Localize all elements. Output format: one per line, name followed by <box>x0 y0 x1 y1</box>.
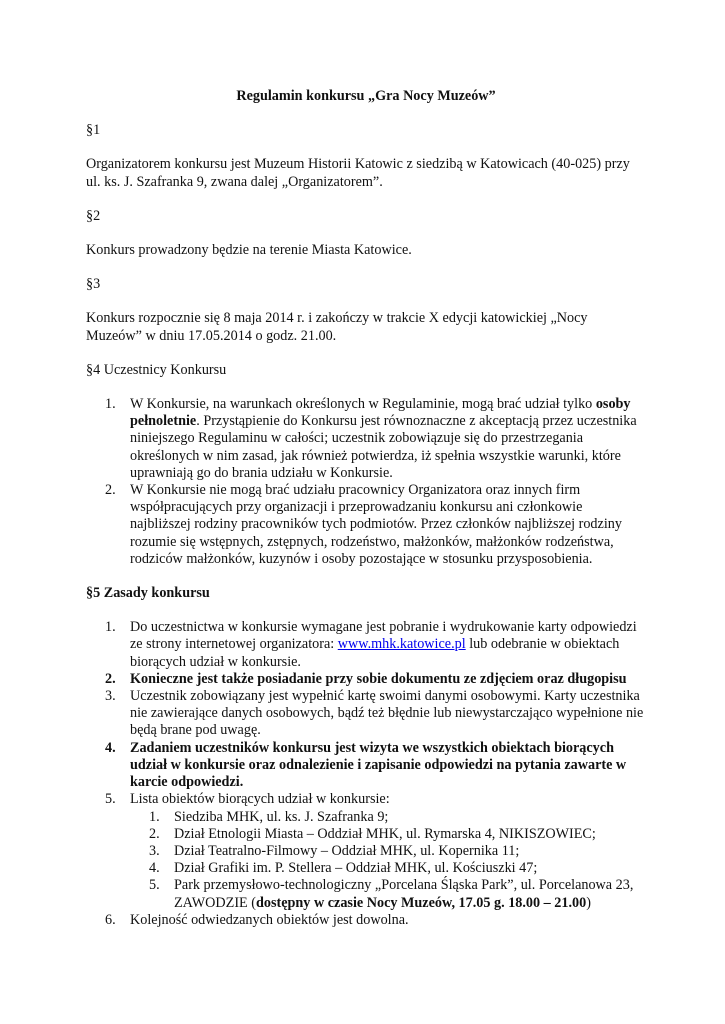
list-number: 5. <box>149 877 160 894</box>
item-text: Uczestnik zobowiązany jest wypełnić kartę swoimi danymi osobowymi. Karty uczestnika nie zawierające danych osobowych, bądź też błędnie lub niewystarczająco wypełnione nie będą brane pod uwagę. <box>130 688 644 739</box>
venue-text: Siedziba MHK, ul. ks. J. Szafranka 9; <box>174 808 389 825</box>
list-number: 4. <box>149 860 160 877</box>
list-number: 1. <box>105 396 116 413</box>
list-item <box>86 912 646 929</box>
list-number: 2. <box>105 670 116 687</box>
item-text: Do uczestnictwa w konkursie wymagane jest pobranie i wydrukowanie karty odpowiedzi ze strony internetowej organizatora: <box>130 619 637 653</box>
venue-list <box>130 809 646 912</box>
list-item <box>86 396 646 482</box>
section-4-heading: §4 Uczestnicy Konkursu <box>86 361 227 378</box>
venue-item <box>130 809 646 826</box>
section-5-list <box>86 619 646 929</box>
list-number: 4. <box>105 739 116 756</box>
document-title: Regulamin konkursu „Gra Nocy Muzeów” <box>236 88 496 104</box>
venue-bold-text: dostępny w czasie Nocy Muzeów, 17.05 g. 18.00 – 21.00 <box>256 894 587 911</box>
list-item <box>86 791 646 911</box>
item-text: Konieczne jest także posiadanie przy sobie dokumentu ze zdjęciem oraz długopisu <box>130 670 627 687</box>
venue-item <box>130 860 646 877</box>
list-item <box>86 671 646 688</box>
section-2-text: Konkurs prowadzony będzie na terenie Miasta Katowice. <box>86 242 412 259</box>
list-number: 1. <box>105 619 116 636</box>
section-3-heading: §3 <box>86 276 101 293</box>
list-number: 2. <box>105 482 116 499</box>
venue-item <box>130 877 646 911</box>
section-1-text: Organizatorem konkursu jest Muzeum Historii Katowic z siedzibą w Katowicach (40-025) przy ul. ks. J. Szafranka 9, zwana dalej „Organizatorem”. <box>86 156 630 190</box>
item-bold-text: osoby pełnoletnie <box>130 396 631 430</box>
section-1-heading: §1 <box>86 122 101 139</box>
list-item <box>86 740 646 792</box>
section-4-list <box>86 396 646 568</box>
venue-text: Dział Etnologii Miasta – Oddział MHK, ul. Rymarska 4, NIKISZOWIEC; <box>174 825 596 842</box>
list-number: 6. <box>105 911 116 928</box>
venue-item <box>130 826 646 843</box>
list-item <box>86 688 646 740</box>
item-text: lub odebranie w obiektach biorących udział w konkursie. <box>130 636 620 670</box>
item-text: Zadaniem uczestników konkursu jest wizyta we wszystkich obiektach biorących udział w konkursie oraz odnalezienie i zapisanie odpowiedzi na pytania zawarte w karcie odpowiedzi. <box>130 739 627 791</box>
item-text: Kolejność odwiedzanych obiektów jest dowolna. <box>130 911 409 928</box>
list-item <box>86 482 646 568</box>
document-page <box>86 88 646 929</box>
list-number: 2. <box>149 825 160 842</box>
list-number: 1. <box>149 808 160 825</box>
section-3-text: Konkurs rozpocznie się 8 maja 2014 r. i zakończy w trakcie X edycji katowickiej „Nocy Muzeów” w dniu 17.05.2014 o godz. 21.00. <box>86 310 588 344</box>
venue-text: ) <box>586 894 591 911</box>
item-text: Lista obiektów biorących udział w konkursie: <box>130 791 390 808</box>
venue-text: Dział Teatralno-Filmowy – Oddział MHK, ul. Kopernika 11; <box>174 842 520 859</box>
venue-text: Dział Grafiki im. P. Stellera – Oddział MHK, ul. Kościuszki 47; <box>174 860 538 877</box>
item-text: . Przystąpienie do Konkursu jest równoznaczne z akceptacją przez uczestnika niniejszego Regulaminu w całości; uczestnik zobowiązuje się do przestrzegania określonych w nim zasad, jak również potwierdza, iż spełnia wszystkie warunki, które uprawniają go do brania udziału w Konkursie. <box>130 413 637 481</box>
list-number: 3. <box>149 842 160 859</box>
website-link[interactable]: www.mhk.katowice.pl <box>337 636 466 653</box>
section-2-heading: §2 <box>86 207 101 224</box>
venue-item <box>130 843 646 860</box>
item-text: W Konkursie, na warunkach określonych w Regulaminie, mogą brać udział tylko <box>130 396 596 413</box>
venue-text: Park przemysłowo-technologiczny „Porcelana Śląska Park”, ul. Porcelanowa 23, ZAWODZIE ( <box>174 877 634 911</box>
list-number: 5. <box>105 791 116 808</box>
list-number: 3. <box>105 688 116 705</box>
item-text: W Konkursie nie mogą brać udziału pracownicy Organizatora oraz innych firm współpracujących przy organizacji i przeprowadzaniu konkursu ani członkowie najbliższej rodziny pracowników tych podmiotów. Przez członków najbliższej rodziny rozumie się wstępnych, zstępnych, rodzeństwo, małżonków, małżonków rodzeństwa, rodziców małżonków, kuzynów i osoby pozostające w stosunku przysposobienia. <box>130 482 622 567</box>
list-item <box>86 619 646 671</box>
section-5-heading: §5 Zasady konkursu <box>86 585 210 602</box>
